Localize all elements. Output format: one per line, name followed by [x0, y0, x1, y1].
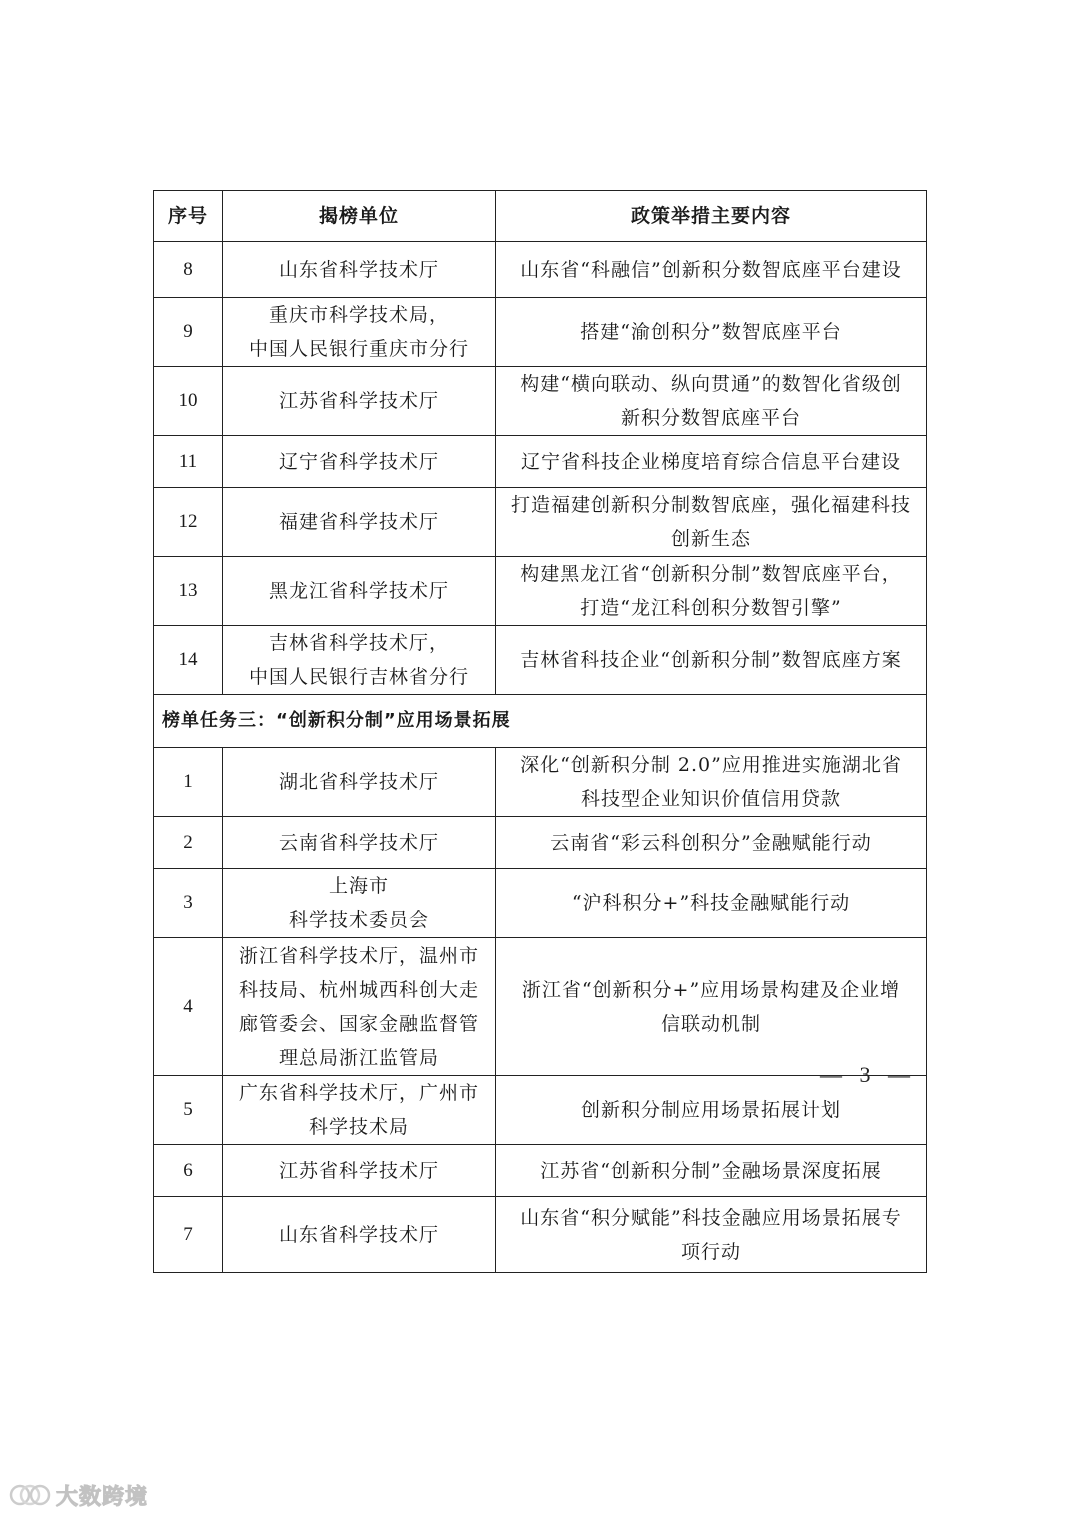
- content-line: 山东省“科融信”创新积分数智底座平台建设: [520, 258, 902, 281]
- unit-line: 湖北省科学技术厅: [278, 771, 439, 793]
- row-content: [496, 938, 927, 1076]
- row-unit: [223, 298, 496, 367]
- row-index: 14: [154, 626, 223, 695]
- row-content: [496, 298, 927, 367]
- watermark-text: 大数跨境: [56, 1484, 149, 1510]
- policy-table: [153, 190, 927, 1273]
- row-content: [496, 1145, 927, 1197]
- content-line: 新积分数智底座平台: [620, 407, 801, 429]
- row-unit: [223, 817, 496, 869]
- row-index: 12: [154, 488, 223, 557]
- unit-line: 中国人民银行吉林省分行: [248, 666, 469, 688]
- row-content: [496, 869, 927, 938]
- row-unit: [223, 367, 496, 436]
- unit-line: 福建省科学技术厅: [278, 511, 439, 533]
- section-row-group: [154, 695, 927, 748]
- row-index: 13: [154, 557, 223, 626]
- row-unit: [223, 488, 496, 557]
- row-content: [496, 626, 927, 695]
- row-unit: [223, 869, 496, 938]
- content-line: 辽宁省科技企业梯度培育综合信息平台建设: [520, 450, 901, 473]
- table-row: [154, 488, 927, 557]
- table-row: [154, 869, 927, 938]
- row-content: [496, 488, 927, 557]
- row-index: 2: [154, 817, 223, 869]
- watermark: [8, 1478, 148, 1512]
- content-line: 打造“龙江科创积分数智引擎”: [580, 597, 842, 619]
- row-content: [496, 242, 927, 298]
- table-row: [154, 1197, 927, 1273]
- content-line: 深化“创新积分制 2.0”应用推进实施湖北省: [520, 754, 902, 776]
- content-line: 打造福建创新积分制数智底座，强化福建科技: [510, 494, 911, 516]
- table-row: [154, 748, 927, 817]
- table-row: [154, 817, 927, 869]
- row-index: 10: [154, 367, 223, 436]
- table-row: [154, 1076, 927, 1145]
- row-unit: [223, 626, 496, 695]
- unit-line: 江苏省科学技术厅: [278, 1159, 439, 1182]
- header-content: 政策举措主要内容: [496, 191, 927, 242]
- unit-line: 科学技术局: [308, 1116, 409, 1138]
- row-index: 6: [154, 1145, 223, 1197]
- unit-line: 中国人民银行重庆市分行: [248, 338, 469, 360]
- content-line: 构建黑龙江省“创新积分制”数智底座平台，: [520, 563, 902, 585]
- content-line: 江苏省“创新积分制”金融场景深度拓展: [540, 1159, 882, 1182]
- row-unit: [223, 1145, 496, 1197]
- table-row: [154, 367, 927, 436]
- row-content: [496, 1197, 927, 1273]
- content-line: 浙江省“创新积分+”应用场景构建及企业增: [521, 978, 901, 1001]
- row-index: 11: [154, 436, 223, 488]
- page-number: — 3 —: [820, 1062, 916, 1087]
- row-content: [496, 557, 927, 626]
- unit-line: 浙江省科学技术厅，温州市: [238, 944, 479, 967]
- content-line: 山东省“积分赋能”科技金融应用场景拓展专: [520, 1206, 902, 1229]
- row-unit: [223, 242, 496, 298]
- unit-line: 廊管委会、国家金融监督管: [238, 1012, 479, 1035]
- content-line: 构建“横向联动、纵向贯通”的数智化省级创: [520, 373, 902, 395]
- row-unit: [223, 938, 496, 1076]
- unit-line: 重庆市科学技术局，: [268, 304, 449, 326]
- row-content: [496, 817, 927, 869]
- unit-line: 黑龙江省科学技术厅: [268, 580, 449, 602]
- row-unit: [223, 557, 496, 626]
- content-line: 吉林省科技企业“创新积分制”数智底座方案: [520, 649, 902, 671]
- unit-line: 科技局、杭州城西科创大走: [238, 978, 479, 1001]
- unit-line: 理总局浙江监管局: [278, 1046, 439, 1069]
- content-line: 科技型企业知识价值信用贷款: [580, 788, 841, 810]
- header-index: 序号: [154, 191, 223, 242]
- row-index: 1: [154, 748, 223, 817]
- content-line: 信联动机制: [660, 1012, 761, 1035]
- logo-rings-icon: [8, 1480, 52, 1510]
- content-line: 项行动: [680, 1240, 741, 1263]
- content-line: 搭建“渝创积分”数智底座平台: [580, 321, 842, 343]
- table-header-row: [154, 191, 927, 242]
- row-unit: [223, 1076, 496, 1145]
- unit-line: 山东省科学技术厅: [278, 258, 439, 281]
- content-line: “沪科积分+”科技金融赋能行动: [571, 892, 851, 914]
- row-content: [496, 367, 927, 436]
- section-title: 榜单任务三：“创新积分制”应用场景拓展: [154, 695, 927, 748]
- unit-line: 辽宁省科学技术厅: [278, 450, 439, 473]
- row-content: [496, 436, 927, 488]
- unit-line: 吉林省科学技术厅，: [268, 632, 449, 654]
- unit-line: 广东省科学技术厅，广州市: [238, 1082, 479, 1104]
- content-line: 创新生态: [670, 528, 751, 550]
- row-unit: [223, 1197, 496, 1273]
- unit-line: 山东省科学技术厅: [278, 1223, 439, 1246]
- table-row: [154, 242, 927, 298]
- unit-line: 上海市: [328, 875, 389, 897]
- row-unit: [223, 436, 496, 488]
- row-index: 8: [154, 242, 223, 298]
- content-line: 云南省“彩云科创积分”金融赋能行动: [550, 831, 872, 854]
- table-body-part-a: [154, 242, 927, 695]
- unit-line: 江苏省科学技术厅: [278, 390, 439, 412]
- section-row: [154, 695, 927, 748]
- row-unit: [223, 748, 496, 817]
- unit-line: 科学技术委员会: [288, 909, 429, 931]
- content-line: 创新积分制应用场景拓展计划: [580, 1099, 841, 1121]
- row-index: 5: [154, 1076, 223, 1145]
- table-row: [154, 1145, 927, 1197]
- header-unit: 揭榜单位: [223, 191, 496, 242]
- table-row: [154, 436, 927, 488]
- table-row: [154, 298, 927, 367]
- table-body-part-b: [154, 748, 927, 1273]
- table-row: [154, 626, 927, 695]
- table-row: [154, 938, 927, 1076]
- unit-line: 云南省科学技术厅: [278, 831, 439, 854]
- row-index: 3: [154, 869, 223, 938]
- row-index: 7: [154, 1197, 223, 1273]
- row-index: 9: [154, 298, 223, 367]
- row-index: 4: [154, 938, 223, 1076]
- row-content: [496, 748, 927, 817]
- table-row: [154, 557, 927, 626]
